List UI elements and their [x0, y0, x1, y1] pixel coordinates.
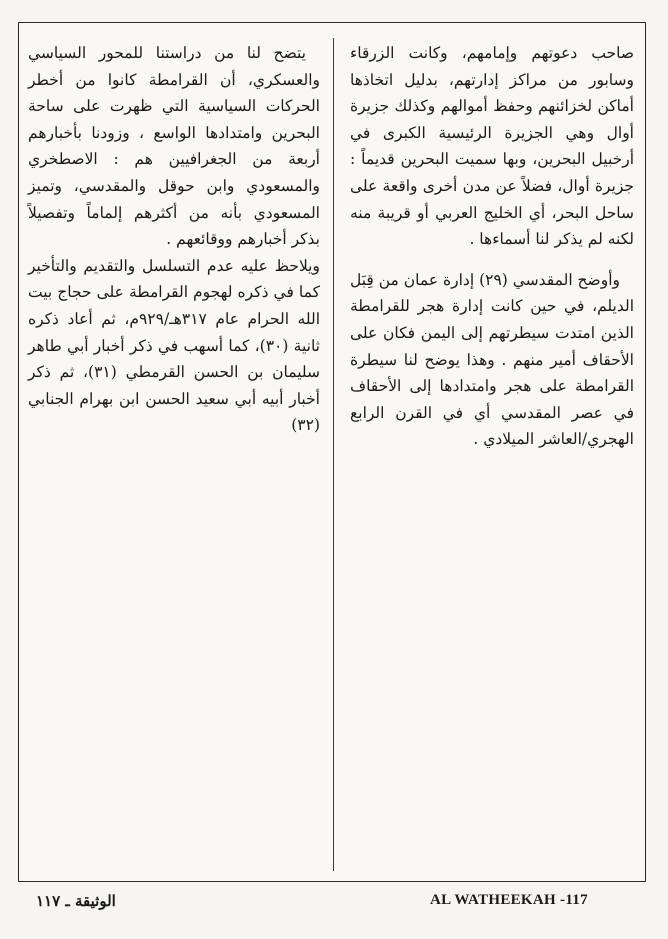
right-paragraph-2: وأوضح المقدسي (٢٩) إدارة عمان من قِبَل الديلم، في حين كانت إدارة هجر للقرامطة الذين امتدت سيطرتهم إلى اليمن فكان على الأحقاف أمير منهم . وهذا يوضح لنا سيطرة القرامطة على هجر وامتدادها إلى الأحقاف في عصر المقدسي أي في القرن الرابع الهجري/العاشر الميلادي .	[350, 270, 634, 449]
right-paragraph-1: صاحب دعوتهم وإمامهم، وكانت الزرقاء وسابور من مراكز إدارتهم، بدليل اتخاذها أماكن لخزائنهم وحفظ أموالهم وكذلك جزيرة أوال وهي الجزيرة الرئيسية الكبرى في أرخبيل البحرين، وبها سميت البحرين قديماً : جزيرة أوال، فضلاً عن مدن أخرى واقعة على ساحل البحر، أي الخليج العربي أو قريبة منه لكنه لم يذكر لنا أسماءها .	[350, 44, 634, 249]
column-divider	[333, 38, 334, 871]
right-column	[350, 40, 634, 453]
footer-arabic-page-label: الوثيقة ـ ١١٧	[36, 892, 116, 910]
footer-english-page-label: AL WATHEEKAH -117	[430, 892, 588, 908]
left-paragraph-2: ويلاحظ عليه عدم التسلسل والتقديم والتأخير كما في ذكره لهجوم القرامطة على حجاج بيت الله الحرام عام ٣١٧هـ/٩٢٩م، ثم أعاد ذكره ثانية (٣٠)، كما أسهب في ذكر أخبار أبي طاهر سليمان بن الحسن القرمطي (٣١)، ثم ذكر أخبار أبيه أبي سعيد الحسن ابن بهرام الجنابي (٣٢)	[28, 256, 320, 435]
left-paragraph-1: يتضح لنا من دراستنا للمحور السياسي والعسكري، أن القرامطة كانوا من أخطر الحركات السياسية التي ظهرت على ساحة البحرين وامتدادها الواسع ، وزودنا بأخبارهم أربعة من الجغرافيين هم : الاصطخري والمسعودي وابن حوقل والمقدسي، وتميز المسعودي بأنه من أكثرهم إلماماً وتفصيلاً بذكر أخبارهم ووقائعهم .	[28, 44, 320, 249]
left-column	[28, 40, 320, 439]
